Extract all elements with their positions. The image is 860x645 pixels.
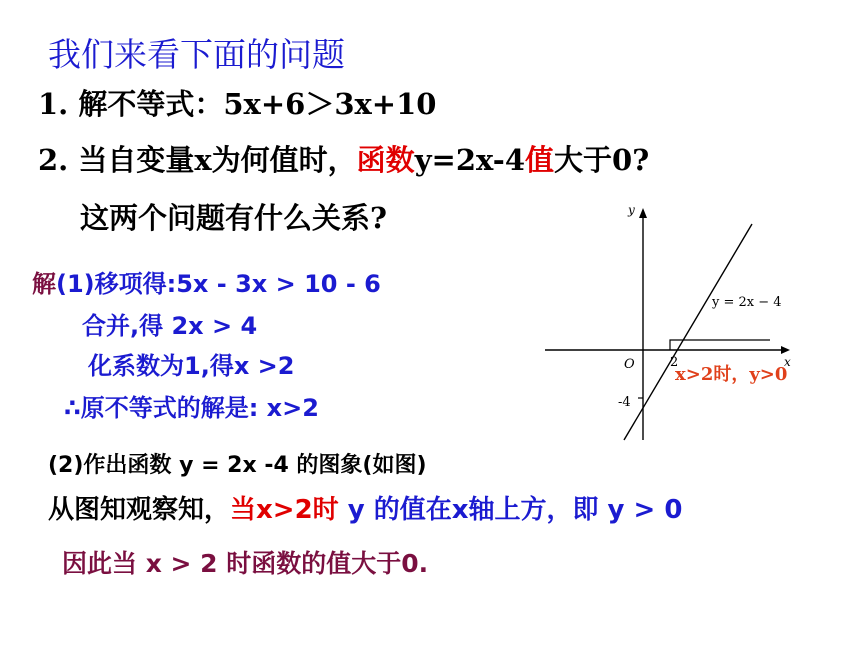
question-2 [38,143,650,177]
x-axis-arrow-icon [781,346,790,354]
observation-red: 当x>2时 [230,495,339,525]
question-3: 这两个问题有什么关系? [80,201,387,235]
solution-step-1-text: (1)移项得:5x - 3x > 10 - 6 [56,270,381,298]
solution-step-2: 合并,得 2x > 4 [82,312,258,340]
question-2-suffix: 大于0? [554,143,650,177]
x-tick-label: 2 [670,355,679,370]
question-2-expr: y=2x-4 [414,143,526,177]
question-2-val-word: 值 [525,143,555,177]
solution-step-3: 化系数为1,得x >2 [88,352,295,380]
x-axis-label: x [784,355,791,369]
observation-rest: y 的值在x轴上方，即 y > 0 [338,495,683,525]
conclusion: 因此当 x > 2 时函数的值大于0. [62,549,429,578]
solution-step-4: ∴原不等式的解是: x>2 [64,394,319,422]
page-title: 我们来看下面的问题 [48,35,345,74]
y-axis-label: y [628,203,635,217]
solution-step-1 [32,272,381,296]
question-2-func-word: 函数 [356,143,415,177]
y-axis-arrow-icon [639,208,647,218]
observation-prefix: 从图知观察知， [48,495,231,525]
solution-jie: 解 [32,270,56,298]
function-graph [540,200,840,450]
solution-part-2: (2)作出函数 y = 2x -4 的图象(如图) [48,453,427,478]
question-2-prefix: 2. 当自变量x为何值时， [38,143,357,177]
y-tick-label: -4 [618,395,631,410]
question-1: 1. 解不等式：5x+6＞3x+10 [38,87,437,121]
region-marker [670,340,770,350]
line-label: y = 2x − 4 [712,295,782,310]
graph-annotation: x>2时，y>0 [675,364,788,385]
observation-line [48,497,682,523]
origin-label: O [624,357,635,372]
